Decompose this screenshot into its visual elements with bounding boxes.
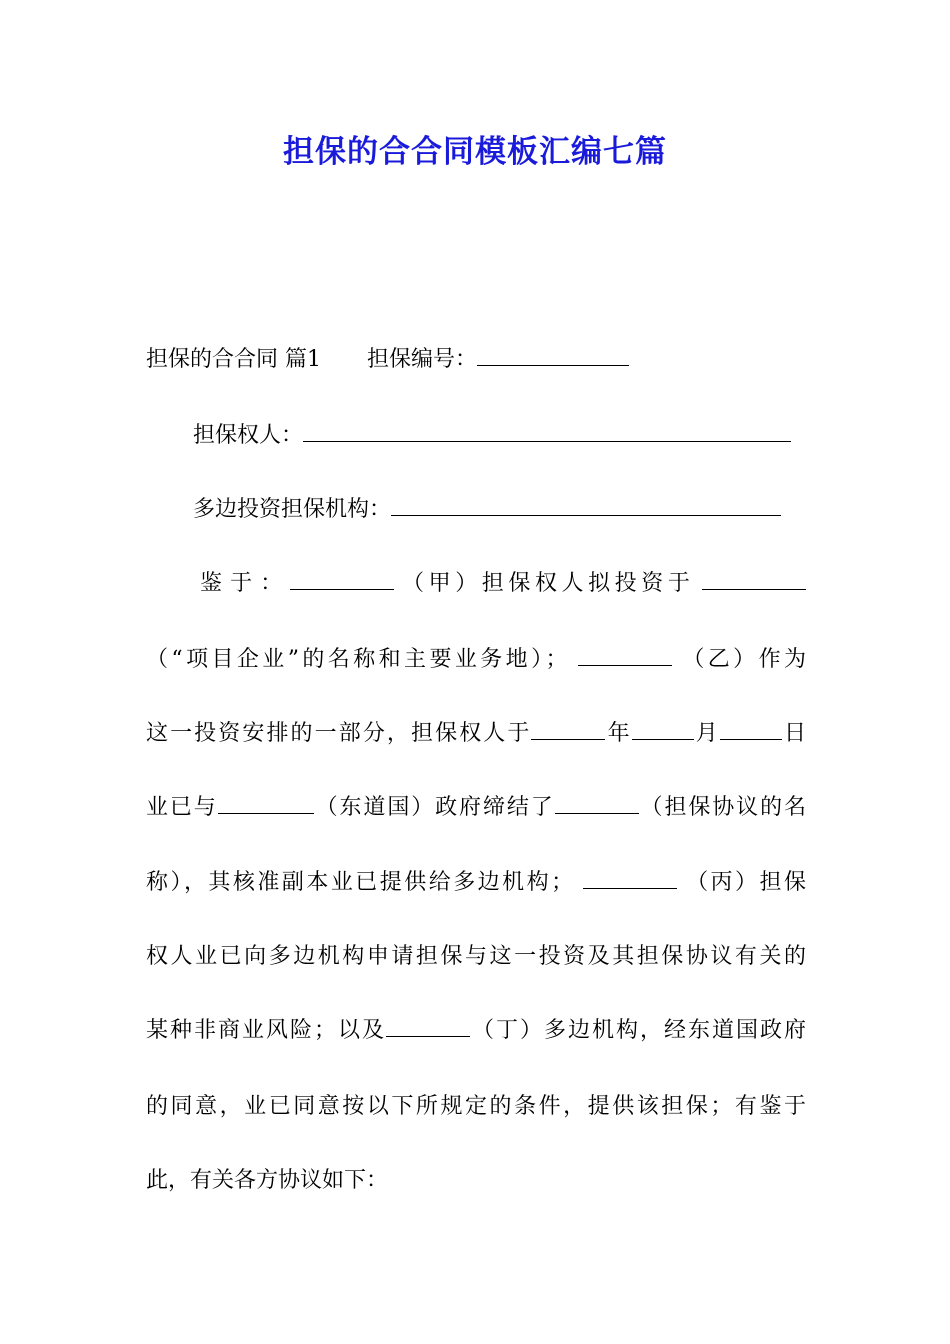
- paragraph-line: [146, 791, 806, 825]
- header-line: [146, 343, 806, 377]
- blank-field[interactable]: [583, 866, 677, 889]
- blank-field[interactable]: [578, 643, 672, 666]
- paragraph-line: [146, 643, 806, 677]
- line-text: 月: [693, 721, 720, 746]
- line-text: 此，有关各方协议如下：: [146, 1168, 389, 1193]
- paragraph-line: [200, 567, 806, 601]
- blank-field[interactable]: [720, 717, 782, 740]
- blank-field[interactable]: [386, 1014, 470, 1037]
- line-text: （东道国）政府缔结了: [313, 795, 555, 820]
- blank-field[interactable]: [531, 717, 605, 740]
- line-text: 权人业已向多边机构申请担保与这一投资及其担保协议有关的: [146, 944, 806, 969]
- line-text: （甲）担保权人拟投资于: [402, 571, 695, 596]
- blank-field[interactable]: [290, 567, 394, 590]
- document-title: 担保的合合同模板汇编七篇: [283, 134, 667, 170]
- blank-field[interactable]: [555, 791, 639, 814]
- paragraph-line: [146, 1090, 806, 1124]
- blank-field[interactable]: [632, 717, 694, 740]
- paragraph-line: [146, 940, 806, 974]
- blank-field[interactable]: [218, 791, 314, 814]
- line-text: 鉴 于 ：: [200, 571, 283, 596]
- guarantee-holder-label: 担保权人：: [193, 423, 304, 448]
- line-text: 这一投资安排的一部分，担保权人于: [146, 721, 532, 746]
- section-label: 担保的合合同 篇1: [146, 347, 321, 372]
- guarantee-number-label: 担保编号：: [367, 347, 478, 372]
- line-text: （丙）担保: [686, 870, 806, 895]
- line-text: 某种非商业风险；以及: [146, 1018, 386, 1043]
- line-text: 日: [781, 721, 806, 746]
- blank-field[interactable]: [702, 567, 806, 590]
- guarantee-number-blank[interactable]: [477, 343, 629, 366]
- paragraph-line: [146, 866, 806, 900]
- paragraph-line: [146, 1164, 806, 1198]
- line-text: （担保协议的名: [638, 795, 806, 820]
- line-text: 称），其核准副本业已提供给多边机构；: [146, 870, 574, 895]
- line-text: （丁）多边机构，经东道国政府: [470, 1018, 806, 1043]
- line-text: 业已与: [146, 795, 218, 820]
- agency-line: [193, 493, 806, 527]
- line-text: 的同意，业已同意按以下所规定的条件，提供该担保；有鉴于: [146, 1094, 806, 1119]
- guarantee-holder-blank[interactable]: [303, 419, 791, 442]
- guarantee-holder-line: [193, 419, 806, 453]
- line-text: 年: [605, 721, 632, 746]
- line-text: （乙）作为: [682, 647, 806, 672]
- paragraph-line: [146, 1014, 806, 1048]
- agency-blank[interactable]: [391, 493, 781, 516]
- agency-label: 多边投资担保机构：: [193, 497, 392, 522]
- line-text: （“项目企业”的名称和主要业务地）；: [146, 647, 568, 672]
- paragraph-line: [146, 717, 806, 751]
